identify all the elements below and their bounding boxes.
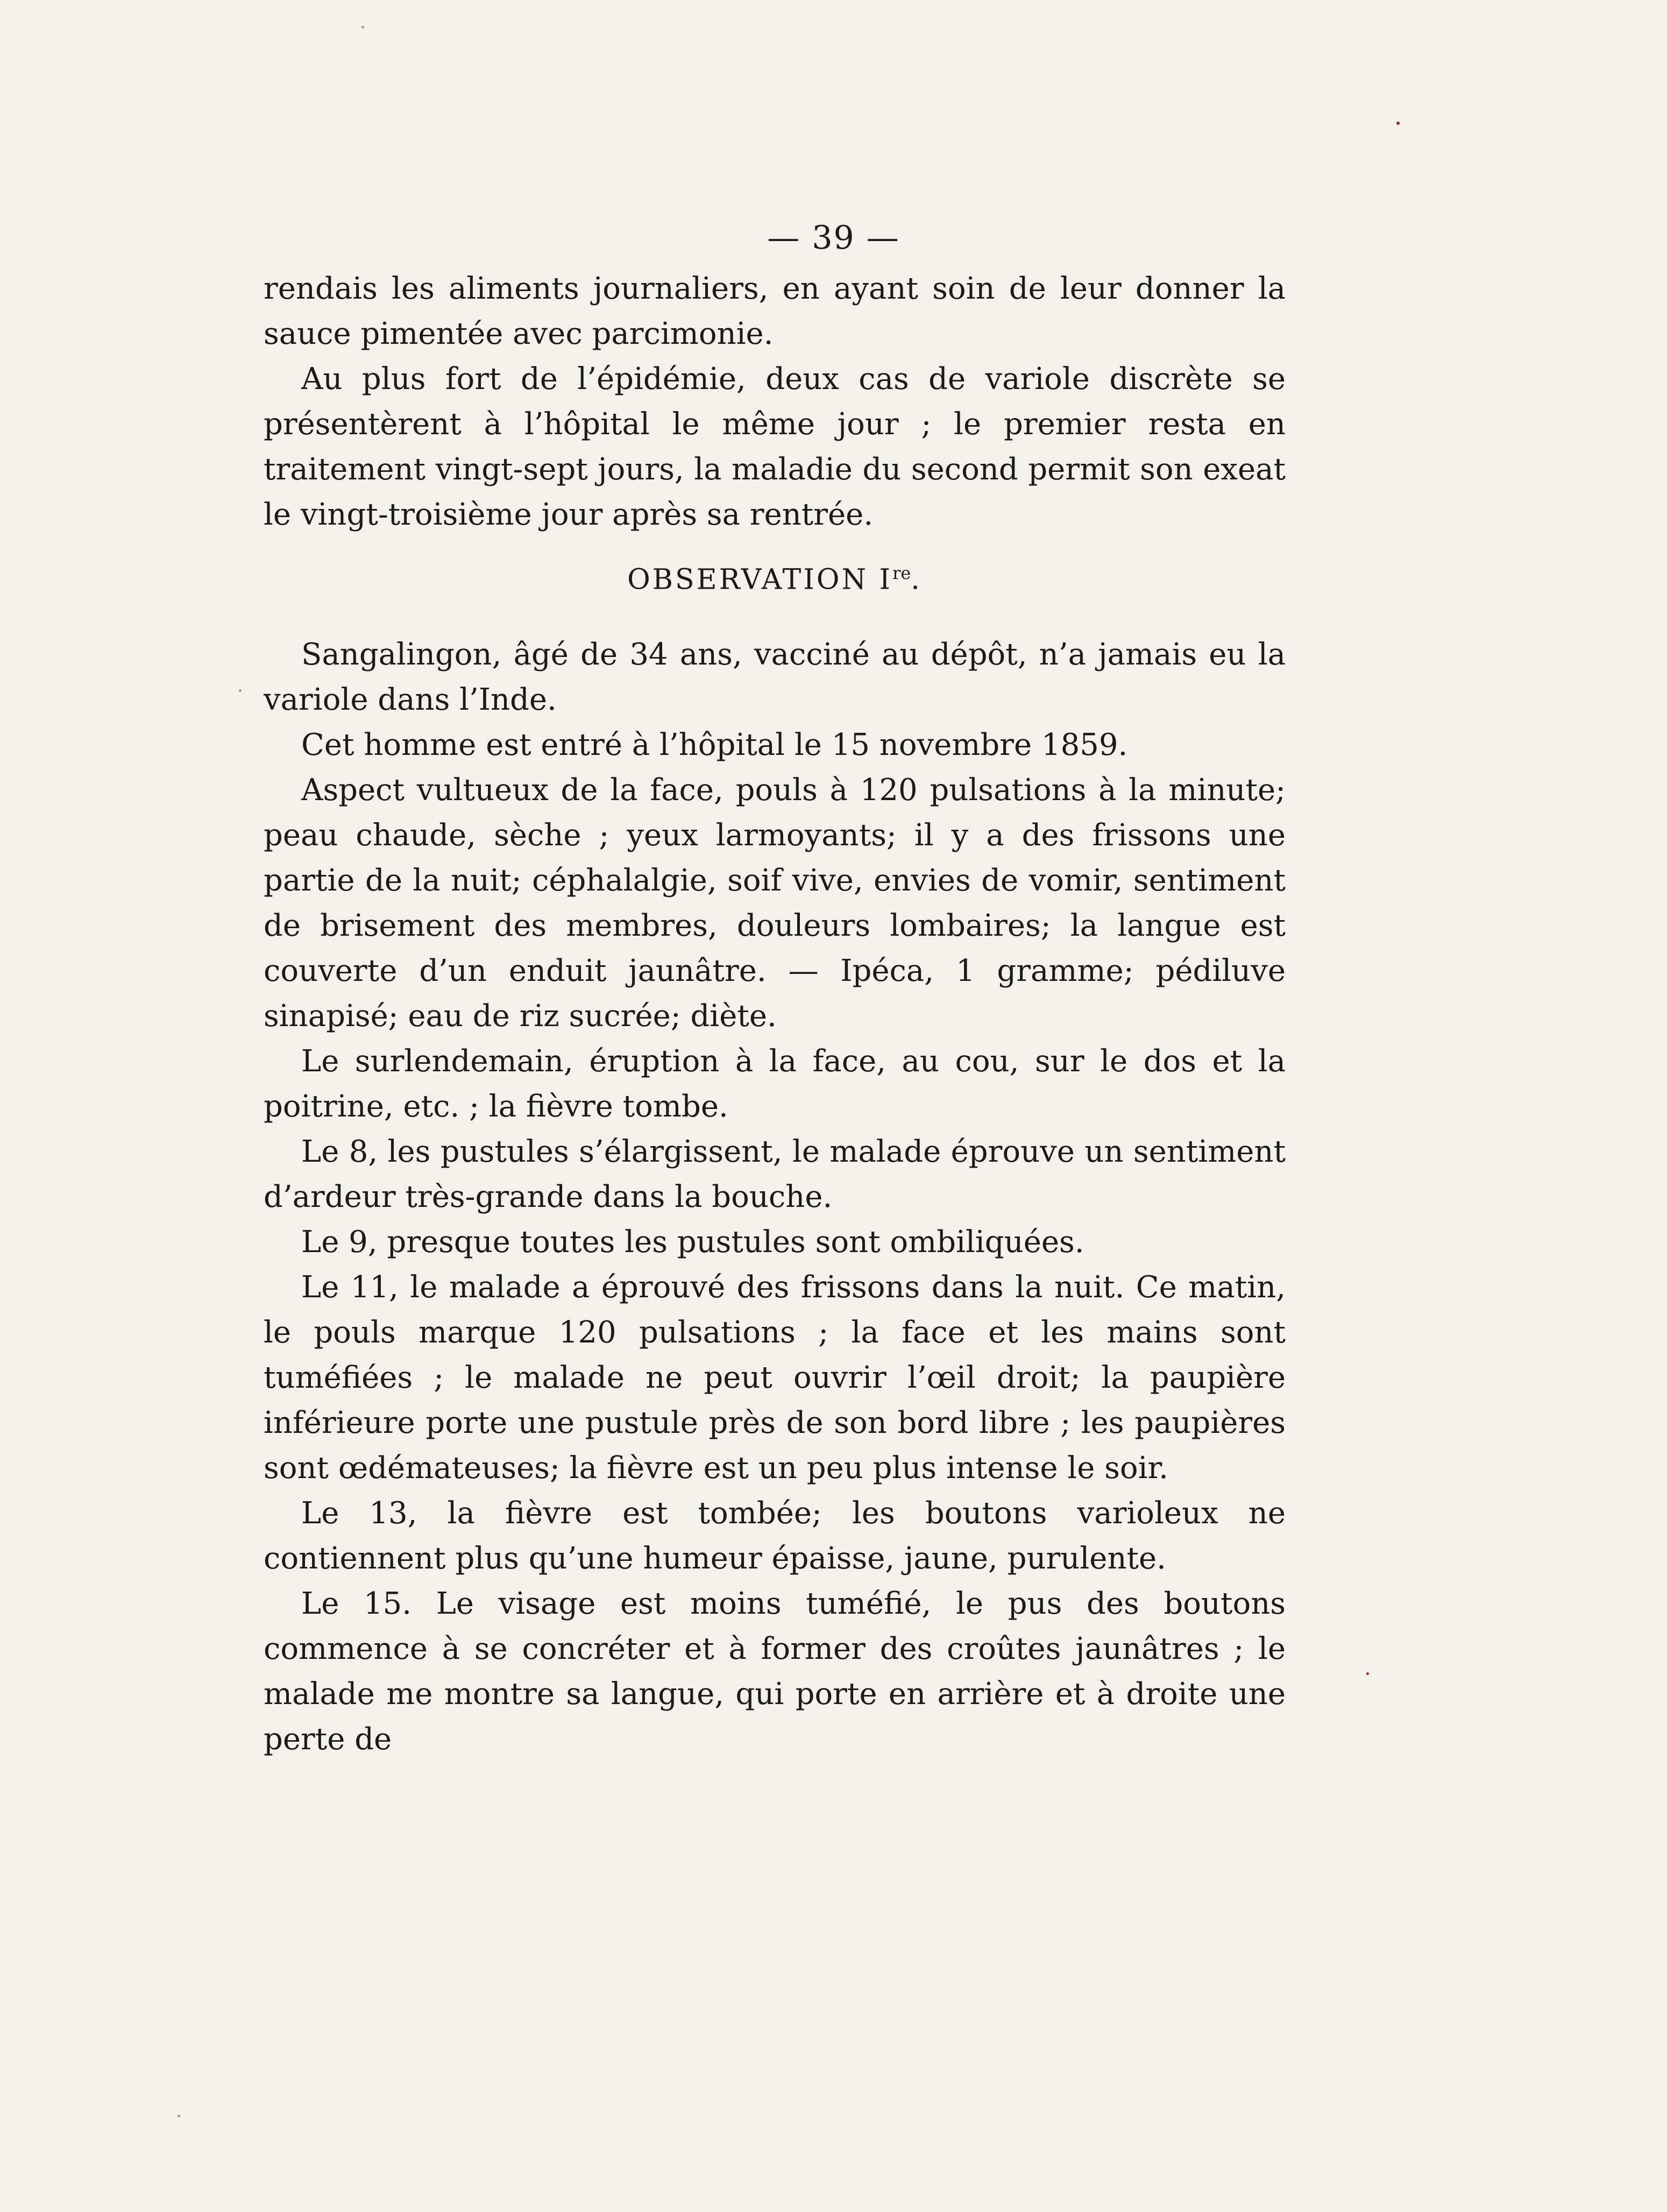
observation-paragraph: Le 15. Le visage est moins tuméfié, le pus des boutons commence à se concréter et à former des croûtes jaunâtres ; le malade me montre sa langue, qui porte en arrière et à droite une perte de (264, 1586, 1286, 1757)
paragraph-continuation: rendais les aliments journaliers, en ayant soin de leur donner la sauce pimentée avec parcimonie. (264, 271, 1286, 351)
paper-speck (239, 689, 242, 692)
observation-paragraph: Le 9, presque toutes les pustules sont ombiliquées. (301, 1225, 1084, 1260)
observation-paragraph: Le surlendemain, éruption à la face, au cou, sur le dos et la poitrine, etc. ; la fièvre tombe. (264, 1044, 1286, 1125)
observation-heading: OBSERVATION Ire. (627, 563, 922, 596)
observation-heading-text: OBSERVATION I (627, 563, 893, 596)
observation-paragraph: Cet homme est entré à l’hôpital le 15 novembre 1859. (301, 727, 1128, 763)
body-text (264, 266, 1286, 1762)
observation-heading-ordinal: re (892, 563, 911, 583)
observation-paragraph: Sangalingon, âgé de 34 ans, vacciné au dépôt, n’a jamais eu la variole dans l’Inde. (264, 637, 1286, 718)
paper-speck (178, 2115, 180, 2117)
paper-speck (1396, 122, 1400, 125)
observation-paragraph: Aspect vultueux de la face, pouls à 120 pulsations à la minute; peau chaude, sèche ; yeux larmoyants; il y a des frissons une partie de la nuit; céphalalgie, soif vive, envies de vomir, sentiment de brisement des membres, douleurs lombaires; la langue est couverte d’un enduit jaunâtre. — Ipéca, 1 gramme; pédiluve sinapisé; eau de riz sucrée; diète. (264, 773, 1286, 1034)
observation-paragraph: Le 11, le malade a éprouvé des frissons dans la nuit. Ce matin, le pouls marque 120 pulsations ; la face et les mains sont tuméfiées ; le malade ne peut ouvrir l’œil droit; la paupière inférieure porte une pustule près de son bord libre ; les paupières sont œdémateuses; la fièvre est un peu plus intense le soir. (264, 1270, 1286, 1486)
observation-paragraph: Le 13, la fièvre est tombée; les boutons varioleux ne contiennent plus qu’une humeur épaisse, jaune, purulente. (264, 1496, 1286, 1577)
observation-paragraph: Le 8, les pustules s’élargissent, le malade éprouve un sentiment d’ardeur très-grande dans la bouche. (264, 1134, 1286, 1215)
paragraph-variole-cases: Au plus fort de l’épidémie, deux cas de variole discrète se présentèrent à l’hôpital le même jour ; le premier resta en traitement vingt-sept jours, la maladie du second permit son exeat le vingt-troisième jour après sa rentrée. (264, 362, 1286, 532)
paper-speck (1366, 1672, 1369, 1675)
paper-speck (361, 26, 364, 29)
page-number: — 39 — (767, 219, 900, 257)
